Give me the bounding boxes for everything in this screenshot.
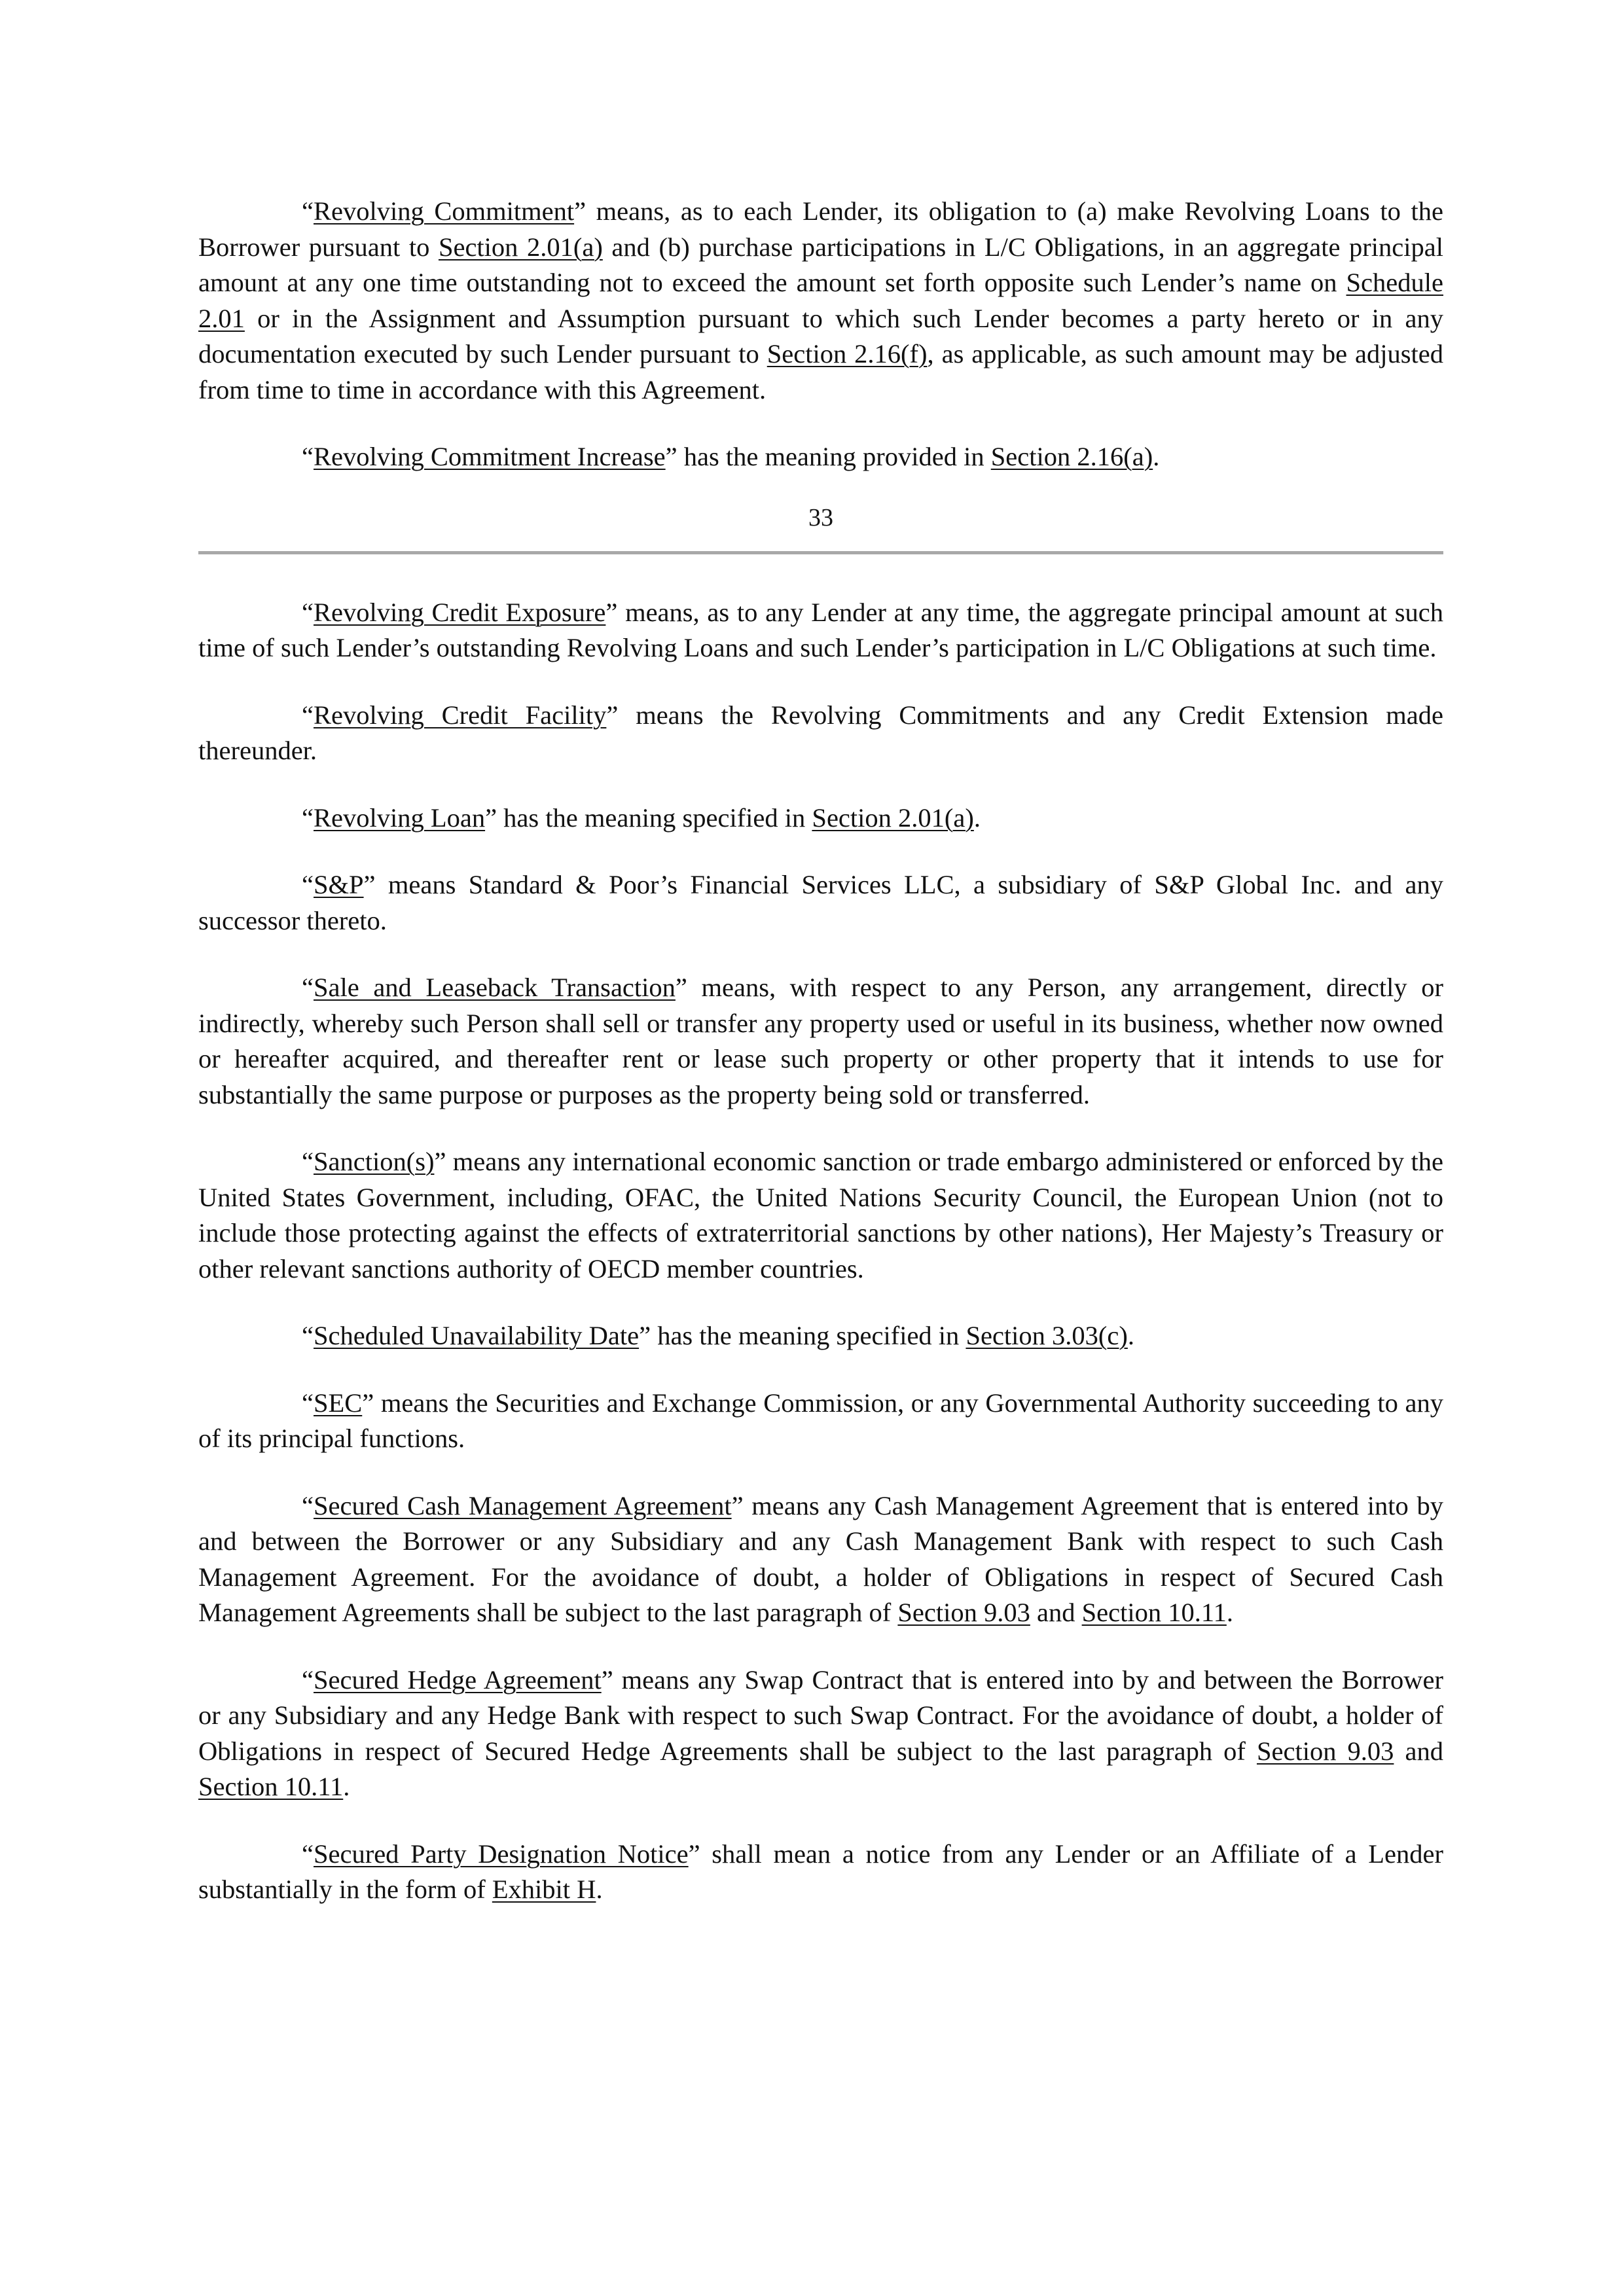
definition-text: “ bbox=[302, 442, 314, 471]
definition-revolving-commitment bbox=[198, 194, 1443, 408]
definition-text: ” has the meaning specified in bbox=[639, 1321, 966, 1350]
definition-s-and-p bbox=[198, 867, 1443, 939]
defined-term: S&P bbox=[313, 870, 364, 899]
defined-term: Secured Hedge Agreement bbox=[313, 1664, 602, 1695]
definition-text: ” has the meaning provided in bbox=[665, 442, 991, 471]
definition-text: ” means, as to each Lender, its obligation to (a) make Revolving Loans to the Borrower pursuant to bbox=[198, 196, 1443, 262]
definition-text: ” has the meaning specified in bbox=[485, 802, 812, 833]
definition-text: . bbox=[596, 1874, 603, 1904]
definition-text: ” means any Swap Contract that is entered into by and between the Borrower or any Subsidiary and any Hedge Bank with respect to such Swap Contract. For the avoidance of doubt, a holder of Obligations in respect of Secured Hedge Agreements shall be subject to the last paragraph of bbox=[198, 1664, 1443, 1766]
document-page bbox=[198, 194, 1443, 1939]
definition-revolving-credit-facility bbox=[198, 698, 1443, 769]
definition-text: or in the Assignment and Assumption pursuant to which such Lender becomes a party hereto or in any documentation executed by such Lender pursuant to bbox=[198, 303, 1443, 368]
definition-text: ” means Standard & Poor’s Financial Services LLC, a subsidiary of S&P Global Inc. and any successor thereto. bbox=[198, 870, 1443, 935]
definition-text: . bbox=[973, 802, 981, 833]
definition-text: . bbox=[1127, 1321, 1134, 1350]
definition-sanctions bbox=[198, 1144, 1443, 1287]
definition-text: ” means the Securities and Exchange Commission, or any Governmental Authority succeeding to any of its principal functions. bbox=[198, 1388, 1443, 1453]
definition-text: “ bbox=[302, 802, 314, 833]
definition-text: . bbox=[1153, 442, 1160, 471]
definition-text: “ bbox=[302, 870, 314, 899]
defined-term: Revolving Commitment Increase bbox=[313, 442, 666, 471]
definition-text: ” means any international economic sanction or trade embargo administered or enforced by the United States Government, including, OFAC, the United Nations Security Council, the European Union (not to include those protecting against the effects of extraterritorial sanctions by other nations), Her Majesty’s Treasury or other relevant sanctions authority of OECD member countries. bbox=[198, 1147, 1443, 1283]
defined-term: Sale and Leaseback Transaction bbox=[313, 973, 676, 1002]
defined-term: Revolving Credit Facility bbox=[313, 700, 607, 730]
schedule-reference: Schedule 2.01 bbox=[198, 268, 1443, 333]
definition-text: ” means, with respect to any Person, any arrangement, directly or indirectly, whereby such Person shall sell or transfer any property used or useful in its business, whether now owned or hereafter acquired, and thereafter rent or lease such property or other property that it intends to use for substantially the same purpose or purposes as the property being sold or transferred. bbox=[198, 973, 1443, 1109]
page-break-divider bbox=[198, 551, 1443, 554]
section-reference: Section 10.11 bbox=[198, 1772, 344, 1801]
definition-secured-cash-management-agreement bbox=[198, 1488, 1443, 1631]
definition-text: “ bbox=[302, 1490, 314, 1520]
definition-text: “ bbox=[302, 1147, 314, 1176]
defined-term: Scheduled Unavailability Date bbox=[313, 1321, 640, 1350]
defined-term: SEC bbox=[313, 1388, 363, 1418]
definition-text: and bbox=[1394, 1736, 1443, 1766]
definition-revolving-commitment-increase bbox=[198, 439, 1443, 475]
section-reference: Section 2.16(a) bbox=[990, 442, 1153, 471]
definition-text: . bbox=[1226, 1598, 1233, 1627]
definition-sec bbox=[198, 1386, 1443, 1457]
section-reference: Section 2.16(f) bbox=[767, 339, 928, 368]
definition-secured-party-designation-notice bbox=[198, 1837, 1443, 1908]
defined-term: Revolving Credit Exposure bbox=[313, 597, 606, 627]
definition-text: “ bbox=[302, 1321, 314, 1350]
definition-scheduled-unavailability-date bbox=[198, 1318, 1443, 1354]
definition-text: “ bbox=[302, 700, 314, 730]
exhibit-reference: Exhibit H bbox=[492, 1874, 596, 1904]
definition-text: “ bbox=[302, 1664, 314, 1695]
definition-text: “ bbox=[302, 597, 314, 627]
section-reference: Section 9.03 bbox=[897, 1598, 1030, 1627]
definition-text: ” means, as to any Lender at any time, the aggregate principal amount at such time of such Lender’s outstanding Revolving Loans and such Lender’s participation in L/C Obligations at such time. bbox=[198, 597, 1444, 662]
defined-term: Revolving Loan bbox=[313, 802, 486, 833]
definition-text: “ bbox=[302, 973, 314, 1002]
definition-sale-and-leaseback-transaction bbox=[198, 970, 1443, 1113]
definition-text: “ bbox=[302, 196, 314, 226]
definition-text: and bbox=[1030, 1598, 1082, 1627]
defined-term: Secured Cash Management Agreement bbox=[313, 1490, 732, 1520]
definition-text: “ bbox=[302, 1388, 314, 1418]
section-reference: Section 10.11 bbox=[1081, 1598, 1227, 1627]
section-reference: Section 2.01(a) bbox=[438, 232, 603, 262]
definition-revolving-credit-exposure bbox=[198, 595, 1443, 666]
page-number: 33 bbox=[808, 503, 833, 531]
defined-term: Revolving Commitment bbox=[313, 196, 575, 226]
section-reference: Section 2.01(a) bbox=[812, 802, 974, 833]
definition-revolving-loan bbox=[198, 800, 1443, 836]
defined-term: Sanction(s) bbox=[313, 1147, 435, 1176]
defined-term: Secured Party Designation Notice bbox=[313, 1839, 689, 1869]
definition-text: , as applicable, as such amount may be adjusted from time to time in accordance with this Agreement. bbox=[198, 339, 1443, 404]
definition-text: ” shall mean a notice from any Lender or an Affiliate of a Lender substantially in the form of bbox=[198, 1839, 1443, 1904]
definition-text: and (b) purchase participations in L/C Obligations, in an aggregate principal amount at any one time outstanding not to exceed the amount set forth opposite such Lender’s name on bbox=[198, 232, 1443, 297]
section-reference: Section 3.03(c) bbox=[965, 1321, 1128, 1350]
section-reference: Section 9.03 bbox=[1256, 1736, 1394, 1766]
definition-text: ” means the Revolving Commitments and any Credit Extension made thereunder. bbox=[198, 700, 1443, 765]
definition-secured-hedge-agreement bbox=[198, 1662, 1443, 1805]
definition-text: . bbox=[343, 1772, 350, 1801]
definition-text: ” means any Cash Management Agreement that is entered into by and between the Borrower or any Subsidiary and any Cash Management Bank with respect to such Cash Management Agreement. For the avoidance of doubt, a holder of Obligations in respect of Secured Cash Management Agreements shall be subject to the last paragraph of bbox=[198, 1490, 1443, 1627]
definition-text: “ bbox=[302, 1839, 314, 1869]
